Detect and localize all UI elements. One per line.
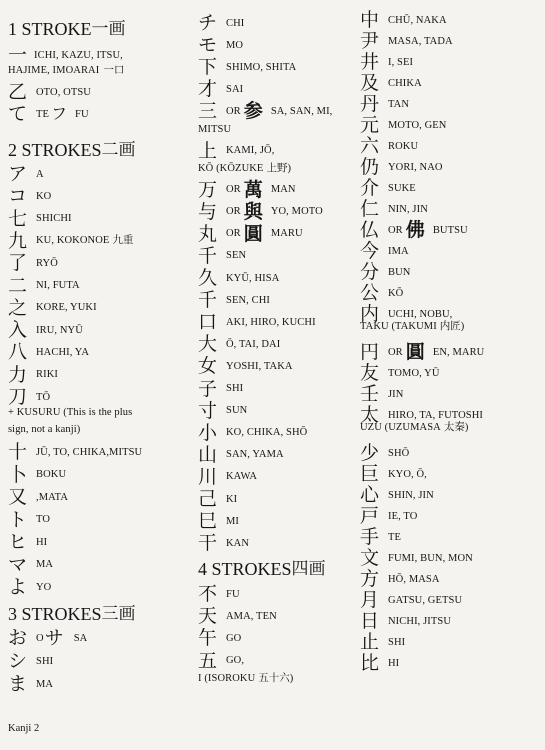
entry-row: [8, 364, 58, 386]
entry-row: [8, 673, 53, 695]
entry-row: [8, 81, 91, 103]
entry-row: [360, 177, 416, 199]
reading: OR: [226, 228, 241, 240]
reading: TOMO, YŪ: [388, 367, 440, 379]
kanji-glyph: 山: [198, 443, 218, 466]
entry-row: [360, 261, 410, 283]
kana-glyph: サ: [44, 627, 64, 649]
reading: KORE, YUKI: [36, 302, 97, 314]
entry-row: [8, 208, 72, 230]
reading: KŌ: [388, 287, 404, 299]
kanji-glyph: 入: [8, 319, 28, 342]
kanji-glyph: 五: [198, 649, 218, 672]
kanji-compound: 一口: [103, 64, 125, 76]
kanji-glyph: 方: [360, 568, 380, 590]
entry-row: [198, 444, 284, 466]
reading: FU: [226, 588, 240, 600]
entry-row: [8, 319, 83, 341]
reading: RIKI: [36, 369, 58, 381]
reading: HACHI, YA: [36, 346, 90, 358]
reading: MITSU: [198, 123, 232, 135]
kanji-variant-glyph: 圓: [243, 222, 263, 245]
reading: MI: [226, 515, 240, 527]
reading: KAWA: [226, 471, 258, 483]
entry-row: [198, 333, 280, 355]
kanji-glyph: ト: [8, 508, 28, 531]
reading: ROKU: [388, 140, 419, 152]
kanji-glyph: チ: [198, 12, 218, 34]
reading: NI, FUTA: [36, 280, 80, 291]
reading: I, SEI: [388, 56, 414, 68]
entry-row: [198, 378, 243, 400]
entry-row: [8, 297, 97, 319]
kanji-glyph: 少: [360, 442, 380, 464]
reading-tail: ): [289, 672, 294, 684]
reading: RYŌ: [36, 257, 58, 269]
plus-note-line-1: + KUSURU (This is the plus: [8, 407, 133, 418]
kanji-glyph: よ: [8, 576, 28, 598]
entry-row: [198, 267, 279, 289]
reading: SAN, YAMA: [226, 449, 284, 461]
kanji-glyph: 月: [360, 589, 380, 611]
entry-row: [8, 64, 124, 77]
entry-row: [8, 185, 51, 207]
reading: YO, MOTO: [270, 206, 323, 218]
entry-row: [360, 282, 403, 304]
kanji-compound: 五十六: [258, 671, 290, 684]
entry-row: [198, 532, 249, 554]
kanji-glyph: 分: [360, 261, 380, 283]
kanji-glyph: 文: [360, 547, 380, 569]
reading: SUKE: [388, 182, 416, 194]
entry-row: [198, 201, 323, 223]
reading: OTO, OTSU: [36, 86, 91, 98]
kanji-glyph: 千: [198, 244, 218, 267]
entry-row: [8, 531, 47, 553]
entry-row: [198, 289, 270, 311]
entry-row: [360, 51, 413, 73]
kanji-compound: 太秦: [443, 421, 465, 433]
heading-text: 2 STROKES: [8, 140, 102, 160]
entry-row: [360, 219, 468, 241]
kanji-glyph: 下: [198, 56, 218, 79]
entry-row: [360, 93, 409, 115]
entry-row: [8, 650, 53, 672]
kanji-glyph: 仍: [360, 156, 380, 178]
heading-text: 4 STROKES: [198, 559, 292, 579]
kanji-glyph: 元: [360, 114, 380, 136]
entry-row: [8, 163, 44, 185]
reading: YOSHI, TAKA: [226, 360, 293, 372]
entry-row: [360, 421, 468, 434]
reading: BUTSU: [432, 224, 468, 236]
kanji-glyph: 久: [198, 267, 218, 289]
reading: YORI, NAO: [388, 161, 443, 173]
kanji-glyph: 又: [8, 486, 28, 508]
entry-row: [360, 114, 446, 136]
kanji-variant-glyph: 圓: [405, 341, 425, 363]
reading: KI: [226, 493, 238, 505]
kanji-glyph: 内: [360, 303, 380, 325]
reading: BOKU: [36, 469, 67, 480]
entry-row: [198, 56, 296, 78]
kanji-glyph: 之: [8, 296, 28, 319]
entry-row: [198, 140, 274, 162]
kanji-glyph: 仁: [360, 198, 380, 220]
reading: HŌ, MASA: [388, 573, 440, 585]
reading: IMA: [388, 245, 409, 257]
kanji-glyph: 丹: [360, 93, 380, 115]
kanji-glyph: 口: [198, 311, 218, 334]
reading: NICHI, JITSU: [388, 615, 452, 627]
entry-row: [360, 610, 451, 632]
kanji-glyph: 女: [198, 355, 218, 378]
entry-row: [8, 44, 123, 66]
reading: SHI: [226, 383, 244, 394]
reading: SHŌ: [388, 447, 410, 459]
reading: KYŪ, HISA: [226, 272, 280, 284]
kanji-glyph: 一: [8, 44, 28, 66]
kanji-glyph: 刀: [8, 386, 28, 408]
kanji-variant-glyph: 参: [243, 100, 263, 123]
kana-glyph: て: [8, 103, 28, 125]
reading: UZU (UZUMASA: [360, 422, 441, 433]
kanji-glyph: 子: [198, 377, 218, 400]
entry-row: [360, 341, 484, 363]
entry-row: [360, 505, 417, 527]
heading-kanji: 二画: [101, 140, 136, 160]
kanji-glyph: 二: [8, 274, 28, 297]
entry-row: [198, 355, 293, 377]
entry-row: [360, 484, 434, 506]
entry-row: [198, 245, 246, 267]
reading-tail: ): [287, 162, 292, 174]
entry-row: [198, 672, 293, 685]
reading: SHICHI: [36, 213, 72, 225]
entry-row: [198, 466, 257, 488]
kana-glyph: フ: [51, 104, 68, 123]
reading: OR: [388, 224, 403, 236]
reading: CHI: [226, 17, 245, 29]
reading: SAI: [226, 83, 244, 95]
entry-row: [360, 526, 401, 548]
reading: A: [36, 168, 44, 180]
reading: SHI: [36, 655, 54, 667]
entry-row: [360, 463, 427, 485]
kanji-glyph: 心: [360, 484, 380, 506]
entry-row: [360, 589, 462, 611]
reading: IRU, NYŪ: [36, 324, 83, 336]
entry-row: [360, 547, 473, 569]
entry-row: [360, 442, 409, 464]
reading: I (ISOROKU: [198, 672, 256, 684]
entry-row: [8, 103, 89, 125]
entry-row: [360, 30, 453, 52]
entry-row: [360, 320, 464, 333]
kanji-glyph: 不: [198, 583, 218, 605]
kanji-compound: 上野: [266, 161, 288, 174]
reading: MA: [36, 559, 54, 570]
heading-kanji: 一画: [91, 19, 126, 39]
kanji-glyph: 八: [8, 341, 28, 364]
reading: TO: [36, 514, 51, 525]
kanji-compound: 内匠: [439, 320, 461, 332]
reading: YO: [36, 581, 52, 593]
plus-note-line-2: sign, not a kanji): [8, 424, 81, 435]
reading: TAN: [388, 98, 410, 110]
reading: ,MATA: [36, 491, 69, 503]
entry-row: [198, 162, 291, 175]
reading: SEN: [226, 250, 247, 262]
reading: IE, TO: [388, 510, 418, 522]
reading: SA, SAN, MI,: [270, 105, 333, 117]
kanji-glyph: 介: [360, 177, 380, 199]
entry-row: [8, 576, 51, 598]
kanji-glyph: 天: [198, 605, 218, 628]
entry-row: [8, 464, 66, 486]
kanji-glyph: 尹: [360, 30, 380, 52]
entry-row: [360, 568, 440, 590]
reading-tail: ): [460, 321, 465, 332]
reading: UCHI, NOBU,: [388, 308, 453, 320]
reading: BUN: [388, 266, 411, 278]
reading: MO: [226, 39, 244, 51]
reading: MARU: [270, 228, 303, 240]
kanji-glyph: 及: [360, 72, 380, 94]
kanji-glyph: 丸: [198, 222, 218, 245]
kanji-glyph: 公: [360, 282, 380, 304]
reading: HI: [36, 536, 48, 548]
entry-row: [360, 135, 418, 157]
entry-row: [360, 383, 403, 405]
kanji-glyph: ヒ: [8, 531, 28, 553]
kanji-glyph: 己: [198, 488, 218, 510]
entry-row: [198, 179, 296, 201]
reading: MASA, TADA: [388, 35, 453, 47]
kanji-glyph: 午: [198, 627, 218, 650]
reading: SHIN, JIN: [388, 489, 434, 501]
kanji-glyph: 七: [8, 207, 28, 230]
kanji-glyph: 手: [360, 526, 380, 548]
heading-kanji: 四画: [291, 559, 326, 579]
entry-row: [360, 652, 399, 674]
entry-row: [360, 198, 428, 220]
kanji-variant-glyph: 佛: [405, 219, 425, 241]
reading: NIN, JIN: [388, 203, 428, 215]
section-heading-1-stroke: [8, 18, 126, 40]
kana-glyph: シ: [8, 650, 28, 672]
kanji-variant-glyph: 與: [243, 200, 263, 223]
reading: OR: [226, 206, 241, 218]
kanji-glyph: 乙: [8, 81, 28, 103]
kanji-glyph: 巨: [360, 463, 380, 485]
reading: KAMI, JŌ,: [226, 145, 275, 156]
entry-row: [360, 631, 405, 653]
kanji-glyph: コ: [8, 185, 28, 208]
kanji-glyph: 三: [198, 100, 218, 123]
kanji-glyph: 力: [8, 363, 28, 386]
entry-row: [8, 252, 58, 274]
plus-sign-note-2: [8, 423, 80, 436]
kanji-glyph: 才: [198, 78, 218, 101]
entry-row: [198, 488, 237, 510]
reading: TAKU (TAKUMI: [360, 321, 437, 332]
entry-row: [198, 123, 231, 136]
reading: FU: [75, 108, 89, 120]
kanji-glyph: 友: [360, 362, 380, 384]
kanji-glyph: ア: [8, 163, 28, 185]
reading: O: [36, 632, 44, 644]
reading: HAJIME, IMOARAI: [8, 65, 100, 76]
entry-row: [198, 650, 244, 672]
reading: FUMI, BUN, MON: [388, 552, 473, 564]
kanji-glyph: 寸: [198, 399, 218, 422]
section-heading-4-strokes: [198, 558, 326, 580]
kanji-glyph: 万: [198, 178, 218, 201]
kanji-glyph: 戸: [360, 505, 380, 527]
reading: SHI: [388, 636, 406, 648]
entry-row: [198, 78, 243, 100]
entry-row: [8, 441, 142, 463]
reading: OR: [388, 346, 403, 358]
entry-row: [8, 627, 87, 649]
reading: GATSU, GETSU: [388, 594, 463, 606]
kanji-glyph: 巳: [198, 510, 218, 533]
section-heading-2-strokes: [8, 139, 136, 161]
entry-row: [360, 72, 422, 94]
kanji-glyph: 上: [198, 139, 218, 162]
page-footer: Kanji 2: [8, 723, 40, 734]
reading: CHŪ, NAKA: [388, 14, 447, 26]
reading: KO: [36, 190, 52, 202]
entry-row: [360, 9, 447, 31]
reading: AMA, TEN: [226, 610, 277, 622]
reading: KU, KOKONOE: [36, 235, 110, 247]
kanji-glyph: 卜: [8, 463, 28, 486]
entry-row: [198, 627, 241, 649]
kanji-glyph: 日: [360, 610, 380, 632]
reading: GO: [226, 632, 242, 644]
kanji-glyph: モ: [198, 34, 218, 57]
entry-row: [8, 509, 50, 531]
entry-row: [8, 275, 80, 297]
entry-row: [360, 156, 443, 178]
reading: GO,: [226, 655, 245, 667]
entry-row: [198, 583, 240, 605]
reading: TE: [36, 108, 50, 120]
kanji-glyph: 円: [360, 341, 380, 363]
kanji-variant-glyph: 萬: [243, 178, 263, 201]
kanji-glyph: 六: [360, 135, 380, 157]
kanji-glyph: マ: [8, 553, 28, 576]
reading: KAN: [226, 537, 250, 549]
entry-row: [8, 341, 89, 363]
reading: SUN: [226, 405, 248, 417]
entry-row: [360, 240, 409, 262]
plus-sign-note: [8, 406, 132, 419]
kanji-glyph: 仏: [360, 219, 380, 241]
entry-row: [198, 605, 277, 627]
reading: JIN: [388, 388, 404, 400]
entry-row: [198, 510, 239, 532]
reading-tail: ): [464, 422, 469, 433]
reading: CHIKA: [388, 77, 422, 89]
reading: MAN: [270, 184, 296, 196]
reading: TE: [388, 531, 402, 543]
section-heading-3-strokes: [8, 603, 136, 625]
reading: HIRO, TA, FUTOSHI: [388, 409, 483, 421]
reading: SHIMO, SHITA: [226, 61, 297, 73]
reading: AKI, HIRO, KUCHI: [226, 316, 316, 328]
heading-text: 3 STROKES: [8, 604, 102, 624]
kanji-glyph: 比: [360, 652, 380, 674]
kanji-glyph: 井: [360, 51, 380, 73]
reading: TŌ: [36, 391, 51, 403]
reading: HI: [388, 657, 400, 669]
entry-row: [8, 486, 68, 508]
reading: SA: [73, 632, 88, 644]
kanji-compound: 九重: [112, 234, 134, 247]
heading-kanji: 三画: [101, 604, 136, 624]
entry-row: [198, 12, 244, 34]
kana-glyph: お: [8, 627, 28, 649]
kanji-glyph: 止: [360, 631, 380, 653]
reading: SEN, CHI: [226, 294, 270, 306]
reading: KYO, Ō,: [388, 468, 427, 480]
kanji-glyph: 大: [198, 333, 218, 356]
entry-row: [198, 223, 303, 245]
reading: Ō, TAI, DAI: [226, 338, 281, 350]
reading: MOTO, GEN: [388, 119, 447, 131]
entry-row: [198, 311, 316, 333]
entry-row: [198, 422, 307, 444]
reading: JŪ, TO, CHIKA,MITSU: [36, 446, 143, 458]
kana-glyph: ま: [8, 673, 28, 695]
kanji-glyph: 川: [198, 465, 218, 488]
kanji-glyph: 中: [360, 9, 380, 31]
kanji-glyph: 壬: [360, 383, 380, 405]
entry-row: [198, 400, 247, 422]
kanji-glyph: 干: [198, 532, 218, 555]
kanji-glyph: 千: [198, 289, 218, 312]
kanji-glyph: 小: [198, 421, 218, 444]
entry-row: [198, 100, 332, 122]
kanji-glyph: 太: [360, 404, 380, 426]
kanji-glyph: 十: [8, 441, 28, 463]
entry-row: [198, 34, 243, 56]
entry-row: [8, 386, 50, 408]
entry-row: [8, 230, 133, 252]
kanji-glyph: 了: [8, 252, 28, 275]
reading: ICHI, KAZU, ITSU,: [34, 49, 123, 61]
kanji-glyph: 今: [360, 240, 380, 262]
entry-row: [8, 554, 53, 576]
reading: OR: [226, 105, 241, 117]
reading: MA: [36, 678, 54, 690]
kanji-glyph: 九: [8, 229, 28, 252]
reading: KŌ (KŌZUKE: [198, 162, 264, 174]
entry-row: [360, 362, 440, 384]
reading: EN, MARU: [432, 346, 485, 358]
heading-text: 1 STROKE: [8, 19, 92, 39]
reading: OR: [226, 184, 241, 196]
reading: KO, CHIKA, SHŌ: [226, 427, 308, 439]
kanji-glyph: 与: [198, 200, 218, 223]
